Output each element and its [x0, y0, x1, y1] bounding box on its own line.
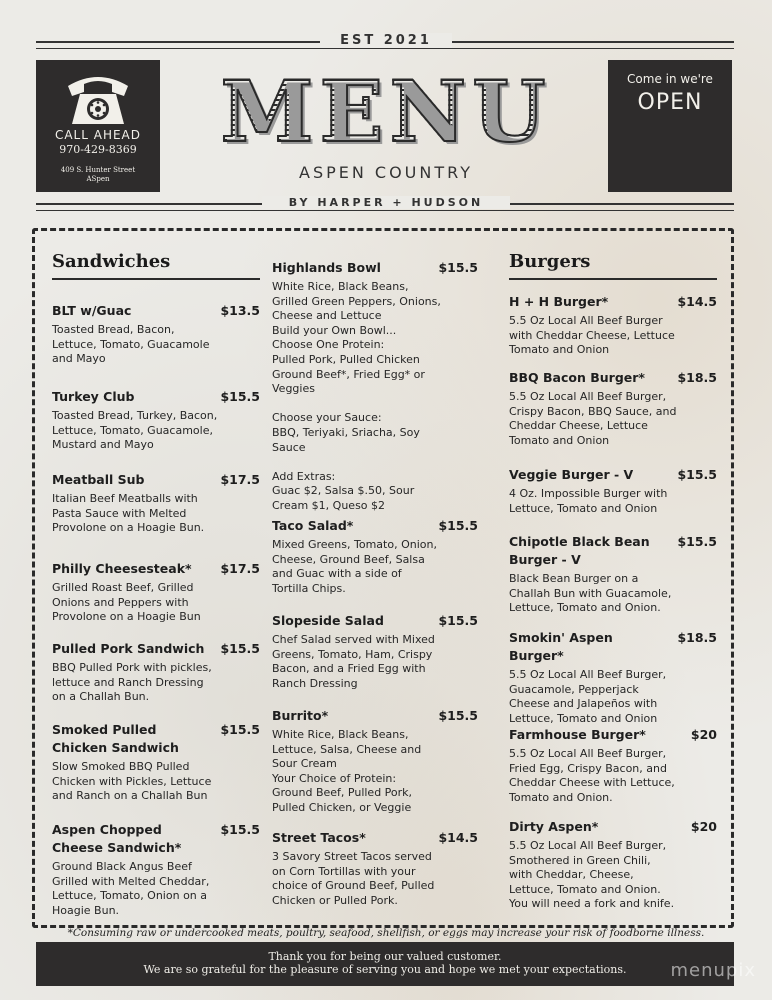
item-name: Smokin' Aspen Burger* [509, 630, 613, 663]
call-ahead-box [36, 60, 160, 192]
item-name: Aspen Chopped Cheese Sandwich* [52, 822, 182, 855]
watermark: menupix [670, 960, 756, 981]
menu-item [52, 721, 260, 804]
item-description: 5.5 Oz Local All Beef Burger, Smothered in Green Chili, with Cheddar, Cheese, Lettuce, Tomato and Onion. You will need a fork and knife. [509, 839, 675, 911]
phone-number[interactable]: 970-429-8369 [59, 143, 137, 156]
thank-you-bar [36, 942, 734, 986]
burgers-heading-rule [509, 278, 717, 280]
item-description: Mixed Greens, Tomato, Onion, Cheese, Ground Beef, Salsa and Guac with a side of Tortilla Chips. [272, 538, 437, 595]
open-label: OPEN [637, 90, 703, 115]
item-price: $15.5 [220, 822, 260, 837]
item-description: Toasted Bread, Turkey, Bacon, Lettuce, Tomato, Guacamole, Mustard and Mayo [52, 409, 218, 452]
item-description: Ground Black Angus Beef Grilled with Melted Cheddar, Lettuce, Tomato, Onion on a Hoagie Bun. [52, 860, 210, 917]
header-rule-bottom-thin [36, 210, 734, 211]
menu-item [272, 707, 478, 816]
item-price: $18.5 [677, 370, 717, 385]
address-city: ASpen [86, 175, 110, 183]
item-description: 5.5 Oz Local All Beef Burger, Crispy Bacon, BBQ Sauce, and Cheddar Cheese, Lettuce Tomato and Onion [509, 390, 677, 447]
menu-subtitle: ASPEN COUNTRY [299, 163, 473, 182]
item-name: Taco Salad* [272, 518, 354, 533]
thank-you-line-2: We are so grateful for the pleasure of serving you and hope we met your expectations. [143, 963, 627, 976]
thank-you-line-1: Thank you for being our valued customer. [268, 950, 502, 963]
sandwiches-heading-rule [52, 278, 260, 280]
item-price: $15.5 [220, 389, 260, 404]
item-name: Smoked Pulled Chicken Sandwich [52, 722, 179, 755]
item-description: 4 Oz. Impossible Burger with Lettuce, Tomato and Onion [509, 487, 668, 515]
menu-item [509, 629, 717, 726]
item-price: $15.5 [220, 641, 260, 656]
item-name: Burrito* [272, 708, 329, 723]
item-price: $17.5 [220, 561, 260, 576]
item-name: Veggie Burger - V [509, 467, 634, 482]
burgers-heading: Burgers [509, 251, 591, 272]
item-price: $18.5 [677, 630, 717, 645]
address [36, 166, 160, 184]
item-description: White Rice, Black Beans, Grilled Green Peppers, Onions, Cheese and Lettuce Build your Own Bowl... Choose One Protein: Pulled Pork, Pulled Chicken Ground Beef*, Fried Egg* or Veggies Choose your Sauce: BBQ, Teriyaki, Sriacha, Soy Sauce Add Extras: Guac $2, Salsa $.50, Sour Cream $1, Queso $2 [272, 280, 441, 512]
menu-item [52, 388, 260, 453]
item-description: Toasted Bread, Bacon, Lettuce, Tomato, Guacamole and Mayo [52, 323, 210, 366]
food-safety-note: *Consuming raw or undercooked meats, poultry, seafood, shellfish, or eggs may increase your risk of foodborne illness. [67, 927, 705, 939]
item-price: $15.5 [438, 613, 478, 628]
item-name: Slopeside Salad [272, 613, 384, 628]
header-rule-top-thin [36, 48, 734, 49]
item-price: $20 [690, 727, 717, 742]
item-name: Meatball Sub [52, 472, 145, 487]
item-name: H + H Burger* [509, 294, 609, 309]
menu-title-text: MENU [220, 62, 552, 161]
open-sign-box [608, 60, 732, 192]
item-price: $15.5 [677, 467, 717, 482]
item-price: $14.5 [677, 294, 717, 309]
item-price: $14.5 [438, 830, 478, 845]
item-price: $17.5 [220, 472, 260, 487]
item-description: BBQ Pulled Pork with pickles, lettuce and Ranch Dressing on a Challah Bun. [52, 661, 212, 704]
telephone-icon [62, 68, 134, 128]
burgers-header [509, 251, 717, 280]
item-price: $15.5 [438, 260, 478, 275]
item-description: Italian Beef Meatballs with Pasta Sauce with Melted Provolone on a Hoagie Bun. [52, 492, 205, 535]
menu-item [272, 517, 478, 596]
item-name: BBQ Bacon Burger* [509, 370, 645, 385]
call-ahead-label: CALL AHEAD [54, 128, 142, 142]
menu-item [52, 821, 260, 918]
item-name: Dirty Aspen* [509, 819, 599, 834]
menu-panel [32, 228, 734, 928]
sandwiches-heading: Sandwiches [52, 251, 171, 272]
item-description: 5.5 Oz Local All Beef Burger, Guacamole, Pepperjack Cheese and Jalapeños with Lettuce, Tomato and Onion [509, 668, 667, 725]
item-name: Turkey Club [52, 389, 135, 404]
item-description: Chef Salad served with Mixed Greens, Tomato, Ham, Crispy Bacon, and a Fried Egg with Ranch Dressing [272, 633, 435, 690]
menu-item [272, 829, 478, 908]
menu-item [509, 466, 717, 516]
menu-item [272, 612, 478, 691]
menu-item [509, 726, 717, 805]
item-price: $15.5 [438, 518, 478, 533]
menu-item [509, 533, 717, 616]
item-name: Highlands Bowl [272, 260, 381, 275]
menu-item [52, 471, 260, 536]
item-description: White Rice, Black Beans, Lettuce, Salsa, Cheese and Sour Cream Your Choice of Protein: Ground Beef, Pulled Pork, Pulled Chicken, or Veggie [272, 728, 422, 814]
menu-item [52, 560, 260, 625]
established-label: EST 2021 [320, 33, 452, 48]
menu-item [52, 640, 260, 705]
item-price: $15.5 [438, 708, 478, 723]
menu-item [52, 302, 260, 367]
item-description: Grilled Roast Beef, Grilled Onions and Peppers with Provolone on a Hoagie Bun [52, 581, 201, 624]
item-price: $13.5 [220, 303, 260, 318]
address-street: 409 S. Hunter Street [60, 166, 136, 174]
item-price: $15.5 [220, 722, 260, 737]
item-description: 5.5 Oz Local All Beef Burger, Fried Egg, Crispy Bacon, and Cheddar Cheese with Lettuce, Tomato and Onion. [509, 747, 675, 804]
sandwiches-header [52, 251, 260, 280]
menu-item [509, 818, 717, 912]
open-subtext: Come in we're [627, 72, 713, 86]
item-name: Pulled Pork Sandwich [52, 641, 205, 656]
by-line: BY HARPER + HUDSON [262, 196, 510, 209]
item-name: Street Tacos* [272, 830, 366, 845]
menu-item [509, 369, 717, 448]
item-name: Chipotle Black Bean Burger - V [509, 534, 650, 567]
menu-title [210, 62, 562, 162]
item-name: BLT w/Guac [52, 303, 132, 318]
item-description: Black Bean Burger on a Challah Bun with Guacamole, Lettuce, Tomato and Onion. [509, 572, 672, 615]
menu-item [509, 293, 717, 358]
item-description: Slow Smoked BBQ Pulled Chicken with Pickles, Lettuce and Ranch on a Challah Bun [52, 760, 212, 803]
item-description: 3 Savory Street Tacos served on Corn Tortillas with your choice of Ground Beef, Pulled Chicken or Pulled Pork. [272, 850, 435, 907]
item-name: Farmhouse Burger* [509, 727, 646, 742]
menu-item [272, 259, 478, 514]
item-name: Philly Cheesesteak* [52, 561, 192, 576]
item-description: 5.5 Oz Local All Beef Burger with Cheddar Cheese, Lettuce Tomato and Onion [509, 314, 675, 357]
item-price: $15.5 [677, 534, 717, 549]
item-price: $20 [690, 819, 717, 834]
